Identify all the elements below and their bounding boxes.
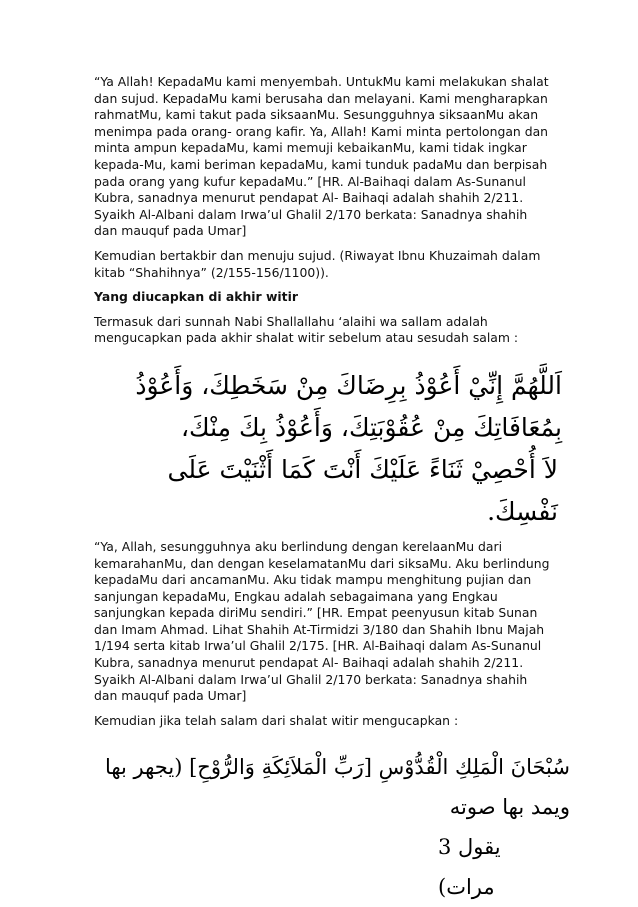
arabic-tasbih-line-1: سُبْحَانَ الْمَلِكِ الْقُدُّوْسِ [رَبِّ الْمَلاَئِكَةِ وَالرُّوْحِ] (يجهر بها ويمد بها صوته <box>104 755 570 820</box>
sunnah-intro-paragraph: Termasuk dari sunnah Nabi Shallallahu ‘alaihi wa sallam adalah mengucapkan pada akhir shalat witir sebelum atau sesudah salam : <box>94 313 519 346</box>
dua-translation-paragraph: “Ya, Allah, sesungguhnya aku berlindung dengan kerelaanMu dari kemarahanMu, dan dengan keselamatanMu dari siksaMu. Aku berlindung kepadaMu dari ancamanMu. Aku tidak mampu menghitung pujian dan sanjungan kepadaMu, Engkau adalah sebagaimana yang Engkau sanjungkan kepada diriMu sendiri.” [HR. Empat peenyusun kitab Sunan dan Imam Ahmad. Lihat Shahih At-Tirmidzi 3/180 dan Shahih Ibnu Majah 1/194 serta kitab Irwa’ul Ghalil 2/175. [HR. Al-Baihaqi dalam As-Sunanul Kubra, sanadnya menurut pendapat Al- Baihaqi adalah shahih 2/211. Syaikh Al-Albani dalam Irwa’ul Ghalil 2/170 berkata: Sanadnya shahih dan mauquf pada Umar] <box>94 538 550 704</box>
arabic-dua-block <box>94 365 562 533</box>
instruction-paragraph: Kemudian bertakbir dan menuju sujud. (Riwayat Ibnu Khuzaimah dalam kitab “Shahihnya” (2/155-156/1100)). <box>94 247 541 280</box>
after-salam-paragraph: Kemudian jika telah salam dari shalat witir mengucapkan : <box>94 712 459 728</box>
arabic-tasbih-block <box>94 747 570 907</box>
arabic-tasbih-line-2: يقول 3 مرات) <box>438 835 501 900</box>
prayer-translation-paragraph: “Ya Allah! KepadaMu kami menyembah. UntukMu kami melakukan shalat dan sujud. KepadaMu kami berusaha dan melayani. Kami mengharapkan rahmatMu, kami takut pada siksaanMu. Sesungguhnya siksaanMu akan menimpa pada orang- orang kafir. Ya, Allah! Kami minta pertolongan dan minta ampun kepadaMu, kami memuji kebaikanMu, kami tidak ingkar kepada-Mu, kami beriman kepadaMu, kami tunduk padaMu dan berpisah pada orang yang kufur kepadaMu.” [HR. Al-Baihaqi dalam As-Sunanul Kubra, sanadnya menurut pendapat Al- Baihaqi adalah shahih 2/211. Syaikh Al-Albani dalam Irwa’ul Ghalil 2/170 berkata: Sanadnya shahih dan mauquf pada Umar] <box>94 74 549 239</box>
section-heading: Yang diucapkan di akhir witir <box>94 289 298 305</box>
document-page <box>94 74 570 907</box>
arabic-dua-line-2: لاَ أُحْصِيْ ثَنَاءً عَلَيْكَ أَنْتَ كَمَا أَثْنَيْتَ عَلَى نَفْسِكَ. <box>167 454 558 526</box>
arabic-dua-line-1: اَللَّهُمَّ إِنِّيْ أَعُوْذُ بِرِضَاكَ مِنْ سَخَطِكَ، وَأَعُوْذُ بِمُعَافَاتِكَ مِنْ عُقُوْبَتِكَ، وَأَعُوْذُ بِكَ مِنْكَ، <box>135 370 562 442</box>
